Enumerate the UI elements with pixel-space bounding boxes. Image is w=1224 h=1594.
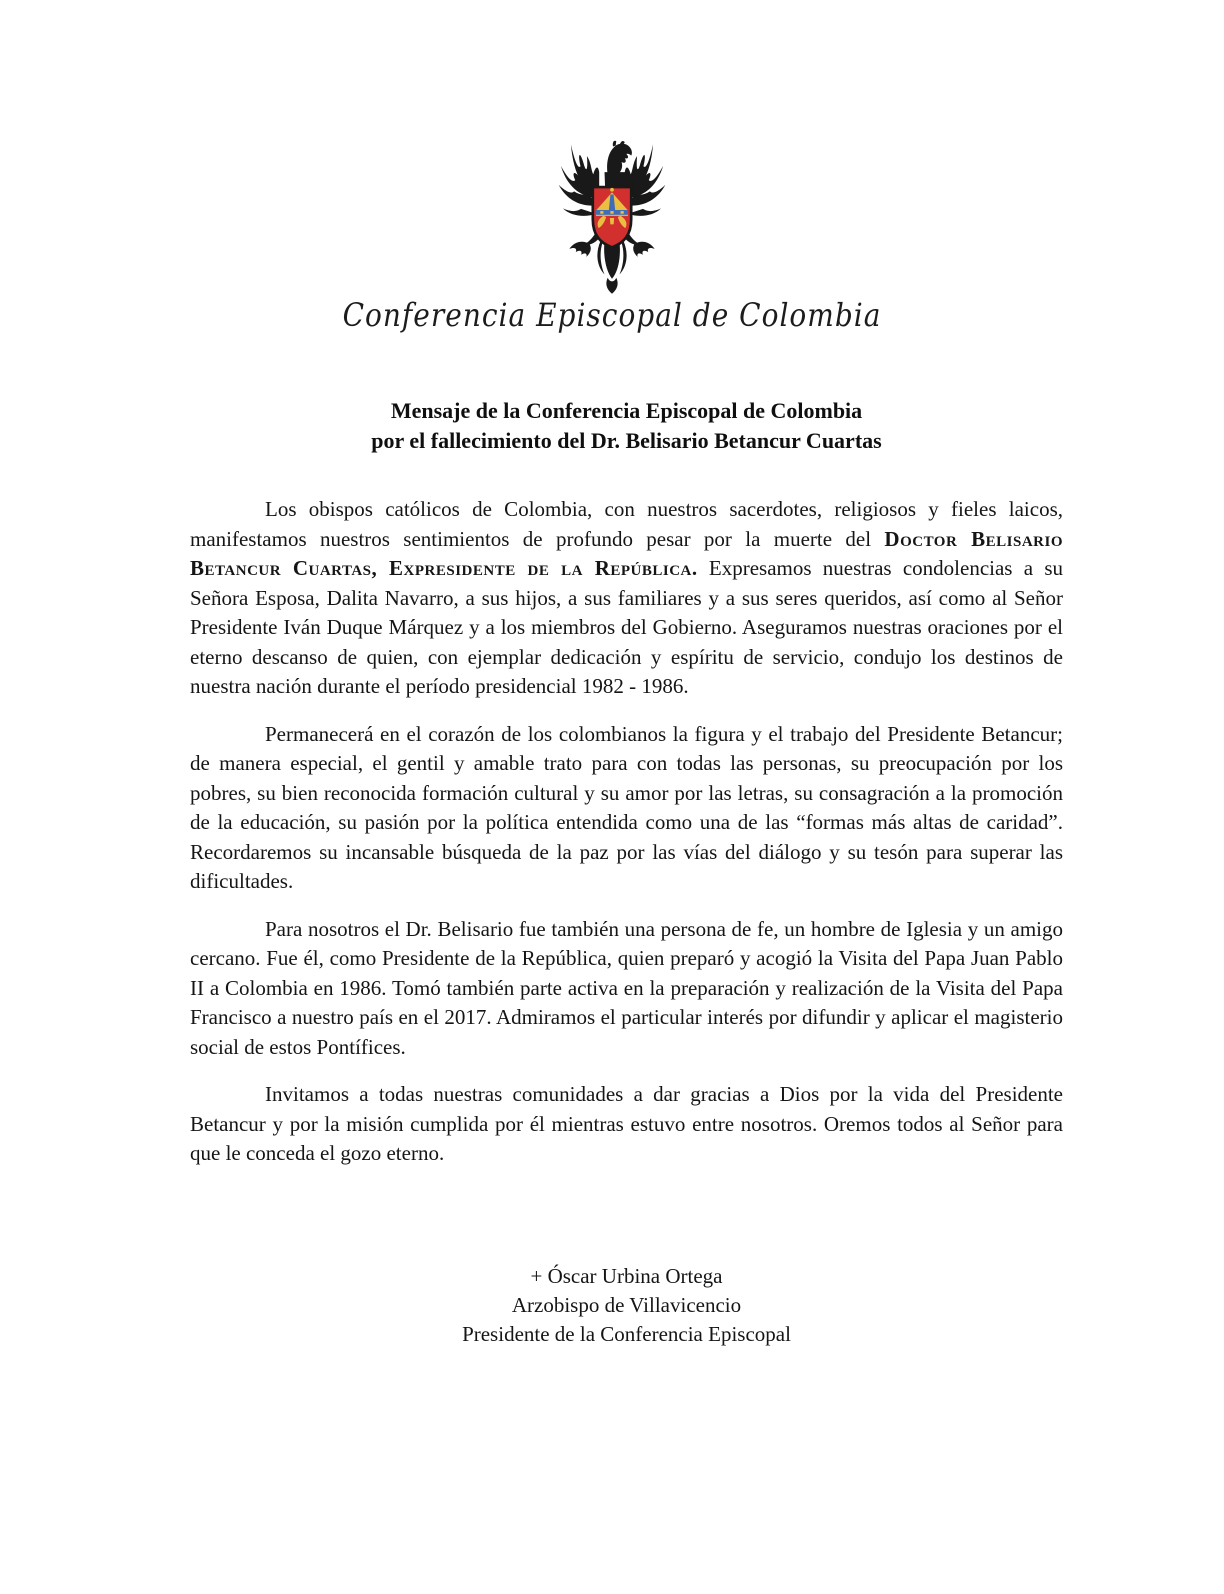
signature-block bbox=[190, 1262, 1063, 1349]
paragraph-1-smallcaps: Doctor Belisario Betancur Cuartas, Expresidente de la República. bbox=[190, 526, 1064, 580]
logo-script-wordmark: Conferencia Episcopal de Colombia bbox=[342, 297, 882, 334]
signature-name: + Óscar Urbina Ortega bbox=[530, 1264, 723, 1288]
letter-body bbox=[190, 495, 1063, 1187]
paragraph-1-text-before: Los obispos católicos de Colombia, con nuestros sacerdotes, religiosos y fieles laicos, manifestamos nuestros sentimientos de profundo pesar por la muerte del bbox=[190, 497, 1063, 551]
paragraph-3: Para nosotros el Dr. Belisario fue también una persona de fe, un hombre de Iglesia y un amigo cercano. Fue él, como Presidente de la República, quien preparó y acogió la Visita del Papa Juan Pablo II a Colombia en 1986. Tomó también parte activa en la preparación y realización de la Visita del Papa Francisco a nuestro país en el 2017. Admiramos el particular interés por difundir y aplicar el magisterio social de estos Pontífices. bbox=[190, 916, 1063, 1059]
title-line-1: Mensaje de la Conferencia Episcopal de Colombia bbox=[390, 398, 863, 423]
document-title bbox=[190, 396, 1063, 456]
paragraph-1 bbox=[190, 495, 1063, 702]
eagle-crest-icon bbox=[553, 138, 671, 298]
title-line-2: por el fallecimiento del Dr. Belisario Betancur Cuartas bbox=[371, 428, 882, 453]
paragraph-4: Invitamos a todas nuestras comunidades a dar gracias a Dios por la vida del Presidente Betancur y por la misión cumplida por él mientras estuvo entre nosotros. Oremos todos al Señor para que le conceda el gozo eterno. bbox=[190, 1082, 1063, 1165]
paragraph-2: Permanecerá en el corazón de los colombianos la figura y el trabajo del Presidente Betancur; de manera especial, el gentil y amable trato para con todas las personas, su preocupación por los pobres, su bien reconocida formación cultural y su amor por las letras, su consagración a la promoción de la educación, su pasión por la política entendida como una de las “formas más altas de caridad”. Recordaremos su incansable búsqueda de la paz por las vías del diálogo y su tesón para superar las dificultades. bbox=[190, 721, 1063, 893]
signature-role-2: Presidente de la Conferencia Episcopal bbox=[462, 1322, 791, 1346]
paragraph-1-text-after: Expresamos nuestras condolencias a su Señora Esposa, Dalita Navarro, a sus hijos, a sus familiares y a sus seres queridos, así como al Señor Presidente Iván Duque Márquez y a los miembros del Gobierno. Aseguramos nuestras oraciones por el eterno descanso de quien, con ejemplar dedicación y espíritu de servicio, condujo los destinos de nuestra nación durante el período presidencial 1982 - 1986. bbox=[190, 556, 1063, 698]
signature-role-1: Arzobispo de Villavicencio bbox=[511, 1293, 742, 1317]
